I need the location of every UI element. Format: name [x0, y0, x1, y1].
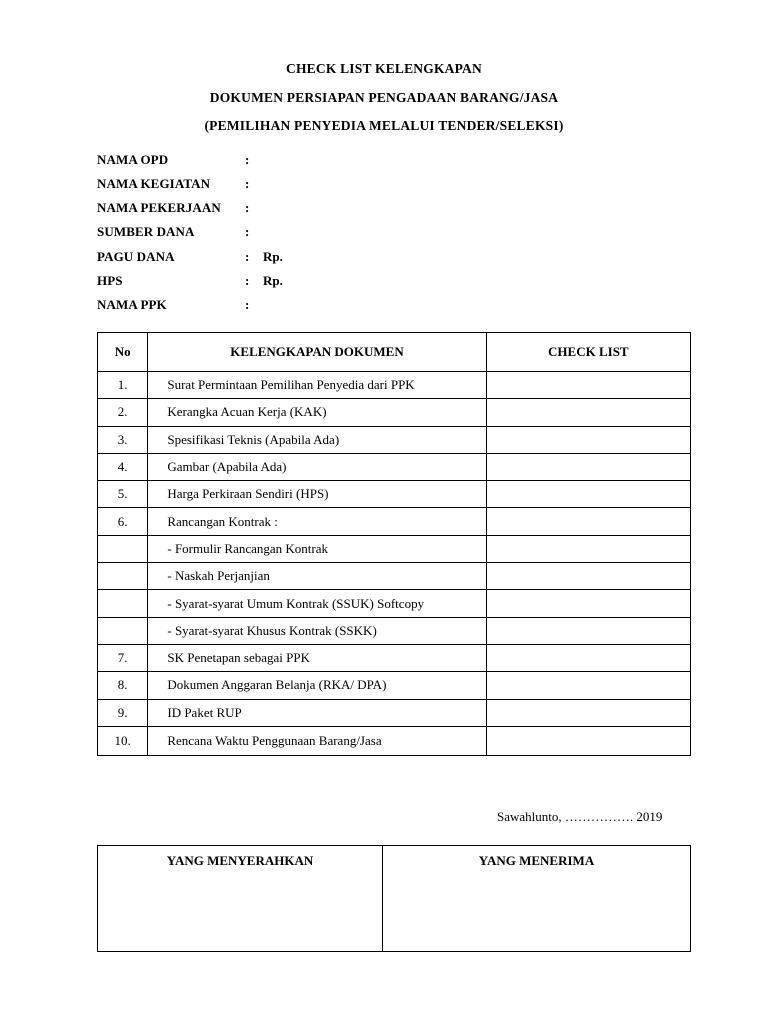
header-no: No: [98, 333, 148, 372]
info-colon: :: [245, 176, 250, 191]
table-header-row: [98, 333, 691, 372]
row-document: Harga Perkiraan Sendiri (HPS): [148, 481, 486, 508]
row-document: Dokumen Anggaran Belanja (RKA/ DPA): [148, 672, 486, 699]
submitter-signature-box: YANG MENYERAHKAN: [98, 846, 383, 952]
row-check-cell[interactable]: [486, 481, 690, 508]
info-value: Rp.: [263, 273, 283, 288]
row-check-cell[interactable]: [486, 726, 690, 755]
info-colon: :: [245, 224, 250, 239]
row-number: 7.: [98, 644, 148, 671]
table-row: [98, 726, 691, 755]
row-number: 8.: [98, 672, 148, 699]
row-document: SK Penetapan sebagai PPK: [148, 644, 486, 671]
table-row: [98, 372, 691, 399]
table-row: [98, 453, 691, 480]
row-number: 10.: [98, 726, 148, 755]
document-subtitle-method: (PEMILIHAN PENYEDIA MELALUI TENDER/SELEKSI): [204, 118, 564, 133]
row-check-cell[interactable]: [486, 508, 690, 535]
row-document: - Formulir Rancangan Kontrak: [148, 535, 486, 562]
info-row: [97, 249, 497, 267]
table-row: [98, 535, 691, 562]
row-document: Rancangan Kontrak :: [148, 508, 486, 535]
row-check-cell[interactable]: [486, 453, 690, 480]
row-check-cell[interactable]: [486, 563, 690, 590]
row-document: - Syarat-syarat Umum Kontrak (SSUK) Softcopy: [148, 590, 486, 617]
info-row: [97, 273, 497, 291]
info-label: HPS: [97, 273, 123, 288]
info-row: [97, 200, 497, 218]
table-row: [98, 590, 691, 617]
row-number: 1.: [98, 372, 148, 399]
table-row: [98, 508, 691, 535]
row-check-cell[interactable]: [486, 590, 690, 617]
header-document: KELENGKAPAN DOKUMEN: [148, 333, 486, 372]
row-document: - Syarat-syarat Khusus Kontrak (SSKK): [148, 617, 486, 644]
document-subtitle: DOKUMEN PERSIAPAN PENGADAAN BARANG/JASA: [209, 90, 559, 105]
info-value: Rp.: [263, 249, 283, 264]
table-row: [98, 399, 691, 426]
info-colon: :: [245, 273, 250, 288]
row-check-cell[interactable]: [486, 644, 690, 671]
row-check-cell[interactable]: [486, 535, 690, 562]
row-document: Rencana Waktu Penggunaan Barang/Jasa: [148, 726, 486, 755]
row-document: Spesifikasi Teknis (Apabila Ada): [148, 426, 486, 453]
info-label: NAMA KEGIATAN: [97, 176, 211, 191]
row-document: Kerangka Acuan Kerja (KAK): [148, 399, 486, 426]
document-title: CHECK LIST KELENGKAPAN: [286, 61, 482, 76]
header-check-list: CHECK LIST: [486, 333, 690, 372]
row-number: 5.: [98, 481, 148, 508]
info-row: [97, 224, 497, 242]
row-check-cell[interactable]: [486, 399, 690, 426]
info-label: PAGU DANA: [97, 249, 175, 264]
table-row: [98, 563, 691, 590]
table-row: [98, 481, 691, 508]
info-colon: :: [245, 249, 250, 264]
row-number: 3.: [98, 426, 148, 453]
row-check-cell[interactable]: [486, 617, 690, 644]
row-document: Gambar (Apabila Ada): [148, 453, 486, 480]
row-check-cell[interactable]: [486, 699, 690, 726]
row-check-cell[interactable]: [486, 372, 690, 399]
info-colon: :: [245, 200, 250, 215]
row-number: [98, 617, 148, 644]
info-row: [97, 152, 497, 170]
table-row: [98, 699, 691, 726]
row-number: 2.: [98, 399, 148, 426]
info-label: SUMBER DANA: [97, 224, 195, 239]
row-check-cell[interactable]: [486, 672, 690, 699]
info-row: [97, 176, 497, 194]
info-row: [97, 297, 497, 315]
row-document: Surat Permintaan Pemilihan Penyedia dari PPK: [148, 372, 486, 399]
row-document: - Naskah Perjanjian: [148, 563, 486, 590]
signature-table: [97, 845, 691, 952]
info-label: NAMA OPD: [97, 152, 169, 167]
table-row: [98, 617, 691, 644]
row-check-cell[interactable]: [486, 426, 690, 453]
info-label: NAMA PEKERJAAN: [97, 200, 221, 215]
table-row: [98, 426, 691, 453]
row-number: 6.: [98, 508, 148, 535]
row-document: ID Paket RUP: [148, 699, 486, 726]
table-row: [98, 672, 691, 699]
row-number: 4.: [98, 453, 148, 480]
table-row: [98, 644, 691, 671]
place-date-line: Sawahlunto, ……………. 2019: [497, 809, 663, 824]
row-number: [98, 590, 148, 617]
checklist-table: [97, 332, 691, 756]
info-colon: :: [245, 152, 250, 167]
info-colon: :: [245, 297, 250, 312]
row-number: 9.: [98, 699, 148, 726]
receiver-signature-box: YANG MENERIMA: [383, 846, 691, 952]
row-number: [98, 535, 148, 562]
info-label: NAMA PPK: [97, 297, 167, 312]
row-number: [98, 563, 148, 590]
